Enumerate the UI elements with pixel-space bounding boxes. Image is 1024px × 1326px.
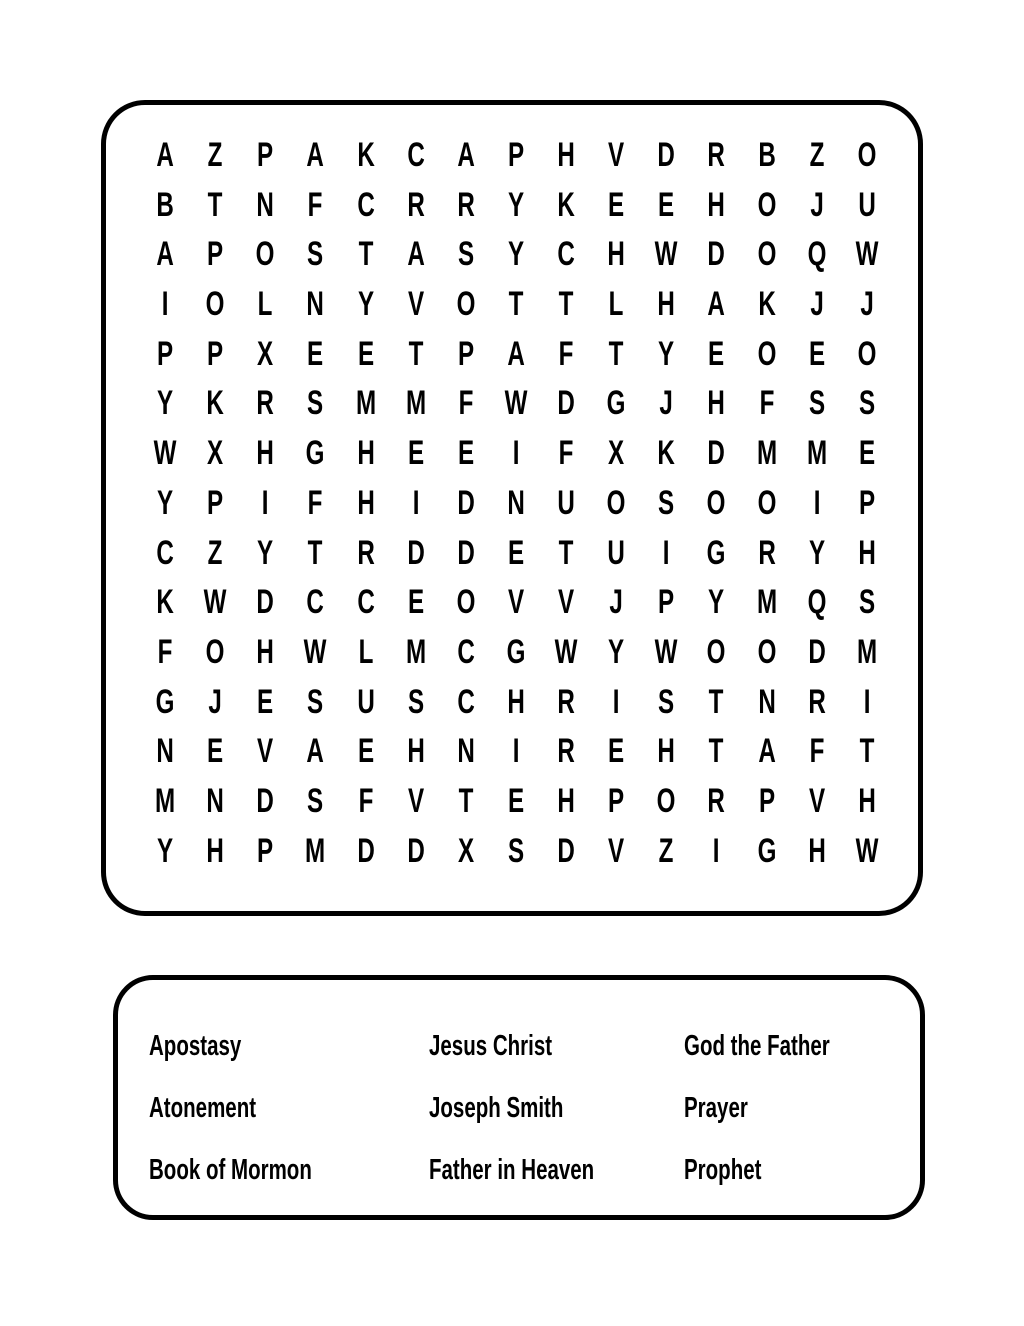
grid-cell[interactable]: F	[759, 383, 775, 423]
grid-cell[interactable]: O	[757, 184, 777, 225]
grid-cell[interactable]: S	[307, 681, 324, 722]
grid-cell[interactable]: S	[808, 383, 825, 423]
grid-cell[interactable]: S	[407, 681, 424, 722]
grid-cell[interactable]: W	[654, 234, 678, 274]
grid-cell[interactable]: L	[257, 284, 273, 324]
word-list-item: Jesus Christ	[429, 1029, 553, 1062]
grid-cell[interactable]: I	[863, 681, 871, 722]
grid-cell[interactable]: E	[407, 433, 424, 473]
grid-cell[interactable]: B	[757, 135, 776, 175]
grid-cell[interactable]: T	[859, 731, 875, 771]
grid-cell[interactable]: M	[756, 582, 777, 622]
letter-grid[interactable]	[140, 130, 892, 875]
grid-cell[interactable]: O	[456, 582, 476, 622]
grid-cell[interactable]: E	[708, 333, 725, 374]
grid-cell[interactable]: E	[658, 184, 675, 225]
grid-cell[interactable]: U	[557, 483, 575, 523]
grid-cell[interactable]: N	[156, 731, 174, 771]
grid-cell[interactable]: E	[357, 333, 374, 374]
grid-cell[interactable]: S	[507, 830, 525, 871]
grid-cell[interactable]: D	[356, 830, 375, 871]
grid-cell[interactable]: Y	[156, 383, 174, 423]
grid-cell[interactable]: O	[757, 632, 777, 672]
word-list-item: God the Father	[684, 1029, 830, 1062]
grid-cell[interactable]: D	[707, 234, 726, 274]
grid-cell[interactable]: I	[161, 284, 169, 324]
grid-cell[interactable]: H	[858, 781, 876, 821]
grid-cell[interactable]: O	[456, 284, 476, 324]
grid-cell[interactable]: N	[507, 483, 525, 523]
grid-cell[interactable]: O	[757, 234, 777, 274]
grid-cell[interactable]: D	[657, 135, 676, 175]
grid-cell[interactable]: J	[659, 383, 674, 423]
grid-cell[interactable]: Z	[207, 532, 223, 572]
grid-cell[interactable]: C	[156, 532, 174, 572]
grid-cell[interactable]: I	[612, 681, 620, 722]
grid-cell[interactable]: B	[156, 184, 174, 225]
grid-cell[interactable]: D	[256, 781, 275, 821]
grid-cell[interactable]: U	[356, 681, 375, 722]
grid-cell[interactable]: M	[405, 383, 426, 423]
grid-cell[interactable]: M	[154, 781, 176, 821]
grid-cell[interactable]: P	[156, 333, 174, 374]
grid-cell[interactable]: K	[206, 383, 224, 423]
grid-cell[interactable]: C	[457, 681, 475, 722]
grid-cell[interactable]: T	[408, 333, 424, 374]
grid-cell[interactable]: R	[757, 532, 776, 572]
grid-cell[interactable]: D	[457, 532, 475, 572]
grid-cell[interactable]: D	[808, 632, 826, 672]
grid-cell[interactable]: E	[257, 681, 274, 722]
grid-cell[interactable]: E	[307, 333, 324, 374]
grid-cell[interactable]: H	[557, 781, 575, 821]
grid-cell[interactable]: Q	[807, 582, 827, 622]
grid-cell[interactable]: S	[307, 781, 324, 821]
grid-cell[interactable]: V	[608, 830, 625, 871]
grid-cell[interactable]: J	[860, 284, 874, 324]
grid-cell[interactable]: R	[406, 184, 425, 225]
grid-cell[interactable]: A	[306, 731, 325, 771]
grid-cell[interactable]: G	[606, 383, 626, 423]
grid-cell[interactable]: H	[356, 433, 375, 473]
grid-cell[interactable]: P	[507, 135, 525, 175]
grid-cell[interactable]: O	[857, 135, 877, 175]
grid-cell[interactable]: H	[557, 135, 575, 175]
grid-cell[interactable]: T	[508, 284, 524, 324]
grid-cell[interactable]: A	[406, 234, 425, 274]
grid-cell[interactable]: R	[808, 681, 826, 722]
grid-cell[interactable]: I	[663, 532, 670, 572]
grid-cell[interactable]: G	[707, 532, 726, 572]
grid-cell[interactable]: E	[608, 731, 625, 771]
grid-cell[interactable]: F	[558, 333, 574, 374]
grid-cell[interactable]: W	[554, 632, 578, 672]
grid-cell[interactable]: R	[457, 184, 475, 225]
grid-cell[interactable]: E	[407, 582, 424, 622]
grid-cell[interactable]: W	[855, 234, 879, 274]
grid-cell[interactable]: Y	[156, 483, 174, 523]
grid-cell[interactable]: G	[757, 830, 777, 871]
grid-cell[interactable]: M	[405, 632, 426, 672]
grid-cell[interactable]: D	[557, 383, 575, 423]
grid-cell[interactable]: E	[858, 433, 875, 473]
grid-cell[interactable]: W	[855, 830, 879, 871]
grid-cell[interactable]: H	[356, 483, 375, 523]
grid-cell[interactable]: F	[308, 184, 323, 225]
grid-cell[interactable]: V	[257, 731, 274, 771]
grid-cell[interactable]: Y	[708, 582, 725, 622]
grid-cell[interactable]: K	[356, 135, 375, 175]
grid-cell[interactable]: T	[608, 333, 624, 374]
grid-cell[interactable]: N	[206, 781, 224, 821]
grid-cell[interactable]: X	[257, 333, 274, 374]
grid-cell[interactable]: E	[457, 433, 474, 473]
grid-cell[interactable]: P	[207, 234, 224, 274]
grid-cell[interactable]: H	[607, 234, 625, 274]
grid-cell[interactable]: V	[808, 781, 825, 821]
grid-cell[interactable]: D	[557, 830, 575, 871]
grid-cell[interactable]: O	[205, 284, 225, 324]
grid-cell[interactable]: L	[608, 284, 624, 324]
grid-cell[interactable]: V	[558, 582, 575, 622]
grid-cell[interactable]: P	[257, 135, 274, 175]
grid-cell[interactable]: F	[157, 632, 173, 672]
grid-cell[interactable]: O	[707, 483, 726, 523]
grid-cell[interactable]: P	[758, 781, 775, 821]
grid-cell[interactable]: H	[657, 731, 676, 771]
grid-cell[interactable]: S	[457, 234, 474, 274]
grid-cell[interactable]: T	[709, 731, 724, 771]
grid-cell[interactable]: M	[856, 632, 878, 672]
grid-cell[interactable]: E	[507, 781, 525, 821]
word-list	[149, 1015, 894, 1201]
grid-cell[interactable]: O	[656, 781, 676, 821]
grid-cell[interactable]: C	[356, 582, 375, 622]
grid-cell[interactable]: H	[406, 731, 425, 771]
grid-cell[interactable]: S	[307, 383, 324, 423]
grid-cell[interactable]: N	[306, 284, 325, 324]
grid-cell[interactable]: N	[256, 184, 275, 225]
grid-cell[interactable]: H	[858, 532, 876, 572]
grid-cell[interactable]: R	[707, 781, 726, 821]
grid-cell[interactable]: Z	[207, 135, 223, 175]
grid-cell[interactable]: O	[255, 234, 275, 274]
grid-cell[interactable]: S	[858, 383, 875, 423]
word-list-item: Prayer	[684, 1091, 748, 1124]
letter-grid-panel	[101, 100, 923, 916]
grid-cell[interactable]: Q	[807, 234, 827, 274]
grid-cell[interactable]: H	[707, 184, 726, 225]
grid-cell[interactable]: J	[609, 582, 623, 622]
grid-cell[interactable]: A	[507, 333, 525, 374]
grid-cell[interactable]: S	[307, 234, 324, 274]
grid-cell[interactable]: E	[357, 731, 374, 771]
grid-cell[interactable]: I	[512, 433, 520, 473]
grid-cell[interactable]: M	[305, 830, 326, 871]
grid-cell[interactable]: E	[608, 184, 625, 225]
grid-cell[interactable]: T	[458, 781, 474, 821]
grid-cell[interactable]: T	[709, 681, 724, 722]
grid-cell[interactable]: F	[809, 731, 825, 771]
grid-cell[interactable]: M	[806, 433, 827, 473]
grid-cell[interactable]: R	[707, 135, 726, 175]
grid-cell[interactable]: Y	[658, 333, 675, 374]
grid-cell[interactable]: R	[256, 383, 275, 423]
grid-cell[interactable]: U	[607, 532, 625, 572]
grid-cell[interactable]: D	[707, 433, 726, 473]
grid-cell[interactable]: P	[858, 483, 875, 523]
grid-cell[interactable]: K	[156, 582, 174, 622]
grid-cell[interactable]: C	[457, 632, 475, 672]
grid-cell[interactable]: T	[558, 532, 574, 572]
grid-cell[interactable]: O	[606, 483, 626, 523]
grid-cell[interactable]: T	[207, 184, 223, 225]
grid-cell[interactable]: P	[608, 781, 625, 821]
grid-cell[interactable]: R	[557, 731, 575, 771]
grid-cell[interactable]: H	[256, 433, 275, 473]
grid-cell[interactable]: O	[757, 483, 777, 523]
grid-cell[interactable]: C	[557, 234, 575, 274]
grid-cell[interactable]: V	[407, 781, 424, 821]
grid-cell[interactable]: K	[657, 433, 676, 473]
grid-cell[interactable]: T	[308, 532, 323, 572]
grid-cell[interactable]: A	[457, 135, 475, 175]
word-list-item: Father in Heaven	[429, 1153, 595, 1186]
grid-cell[interactable]: Z	[809, 135, 825, 175]
grid-cell[interactable]: X	[207, 433, 224, 473]
grid-cell[interactable]: V	[507, 582, 525, 622]
grid-cell[interactable]: D	[256, 582, 275, 622]
grid-cell[interactable]: A	[707, 284, 726, 324]
grid-cell[interactable]: T	[358, 234, 373, 274]
grid-cell[interactable]: Y	[156, 830, 174, 871]
grid-cell[interactable]: C	[356, 184, 375, 225]
grid-cell[interactable]: Y	[507, 184, 525, 225]
word-list-item: Joseph Smith	[429, 1091, 564, 1124]
grid-cell[interactable]: P	[658, 582, 675, 622]
grid-cell[interactable]: V	[407, 284, 424, 324]
grid-cell[interactable]: M	[355, 383, 376, 423]
grid-cell[interactable]: Y	[608, 632, 625, 672]
grid-cell[interactable]: J	[810, 284, 824, 324]
grid-cell[interactable]: K	[557, 184, 575, 225]
grid-cell[interactable]: Y	[257, 532, 274, 572]
grid-cell[interactable]: J	[208, 681, 222, 722]
grid-cell[interactable]: N	[757, 681, 776, 722]
grid-cell[interactable]: I	[412, 483, 420, 523]
grid-cell[interactable]: I	[713, 830, 720, 871]
grid-cell[interactable]: J	[810, 184, 824, 225]
word-list-item: Prophet	[684, 1153, 762, 1186]
grid-cell[interactable]: O	[757, 333, 777, 374]
word-list-item: Apostasy	[149, 1029, 242, 1062]
grid-cell[interactable]: O	[857, 333, 877, 374]
grid-cell[interactable]: U	[858, 184, 876, 225]
grid-cell[interactable]: R	[557, 681, 575, 722]
grid-cell[interactable]: P	[207, 333, 224, 374]
grid-cell[interactable]: H	[206, 830, 224, 871]
grid-cell[interactable]: W	[304, 632, 327, 672]
grid-cell[interactable]: Y	[507, 234, 525, 274]
grid-cell[interactable]: C	[406, 135, 425, 175]
grid-cell[interactable]: X	[608, 433, 625, 473]
grid-cell[interactable]: Y	[357, 284, 374, 324]
grid-cell[interactable]: D	[406, 830, 425, 871]
grid-cell[interactable]: P	[457, 333, 474, 374]
grid-cell[interactable]: H	[507, 681, 525, 722]
grid-cell[interactable]: W	[504, 383, 528, 423]
grid-cell[interactable]: F	[358, 781, 373, 821]
grid-cell[interactable]: F	[308, 483, 323, 523]
grid-cell[interactable]: F	[558, 433, 574, 473]
grid-cell[interactable]: V	[608, 135, 625, 175]
grid-cell[interactable]: A	[156, 135, 174, 175]
grid-cell[interactable]: O	[707, 632, 726, 672]
grid-cell[interactable]: P	[207, 483, 224, 523]
grid-cell[interactable]: S	[858, 582, 875, 622]
grid-cell[interactable]: F	[458, 383, 474, 423]
grid-cell[interactable]: H	[256, 632, 275, 672]
grid-cell[interactable]: M	[756, 433, 777, 473]
grid-cell[interactable]: G	[506, 632, 526, 672]
grid-cell[interactable]: N	[457, 731, 475, 771]
word-list-panel	[113, 975, 925, 1220]
grid-cell[interactable]: I	[813, 483, 821, 523]
grid-cell[interactable]: I	[261, 483, 269, 523]
grid-cell[interactable]: K	[757, 284, 776, 324]
grid-cell[interactable]: W	[654, 632, 678, 672]
grid-cell[interactable]: O	[205, 632, 225, 672]
grid-cell[interactable]: L	[358, 632, 373, 672]
grid-cell[interactable]: H	[707, 383, 726, 423]
word-list-item: Atonement	[149, 1091, 257, 1124]
grid-cell[interactable]: D	[457, 483, 475, 523]
grid-cell[interactable]: A	[306, 135, 325, 175]
grid-cell[interactable]: E	[808, 333, 825, 374]
grid-cell[interactable]: S	[658, 681, 675, 722]
grid-cell[interactable]: E	[207, 731, 224, 771]
grid-cell[interactable]: T	[558, 284, 574, 324]
grid-cell[interactable]: W	[153, 433, 177, 473]
grid-cell[interactable]: C	[306, 582, 325, 622]
grid-cell[interactable]: W	[203, 582, 227, 622]
grid-cell[interactable]: I	[512, 731, 520, 771]
grid-cell[interactable]: Y	[808, 532, 825, 572]
grid-cell[interactable]: H	[808, 830, 826, 871]
grid-cell[interactable]: Z	[659, 830, 674, 871]
grid-cell[interactable]: G	[155, 681, 175, 722]
grid-cell[interactable]: X	[457, 830, 474, 871]
grid-cell[interactable]: R	[356, 532, 375, 572]
grid-cell[interactable]: E	[507, 532, 525, 572]
grid-cell[interactable]: A	[757, 731, 776, 771]
grid-cell[interactable]: P	[257, 830, 274, 871]
grid-cell[interactable]: G	[306, 433, 325, 473]
word-list-item: Book of Mormon	[149, 1153, 312, 1186]
grid-cell[interactable]: D	[406, 532, 425, 572]
grid-cell[interactable]: A	[156, 234, 174, 274]
grid-cell[interactable]: H	[657, 284, 676, 324]
grid-cell[interactable]: S	[658, 483, 675, 523]
